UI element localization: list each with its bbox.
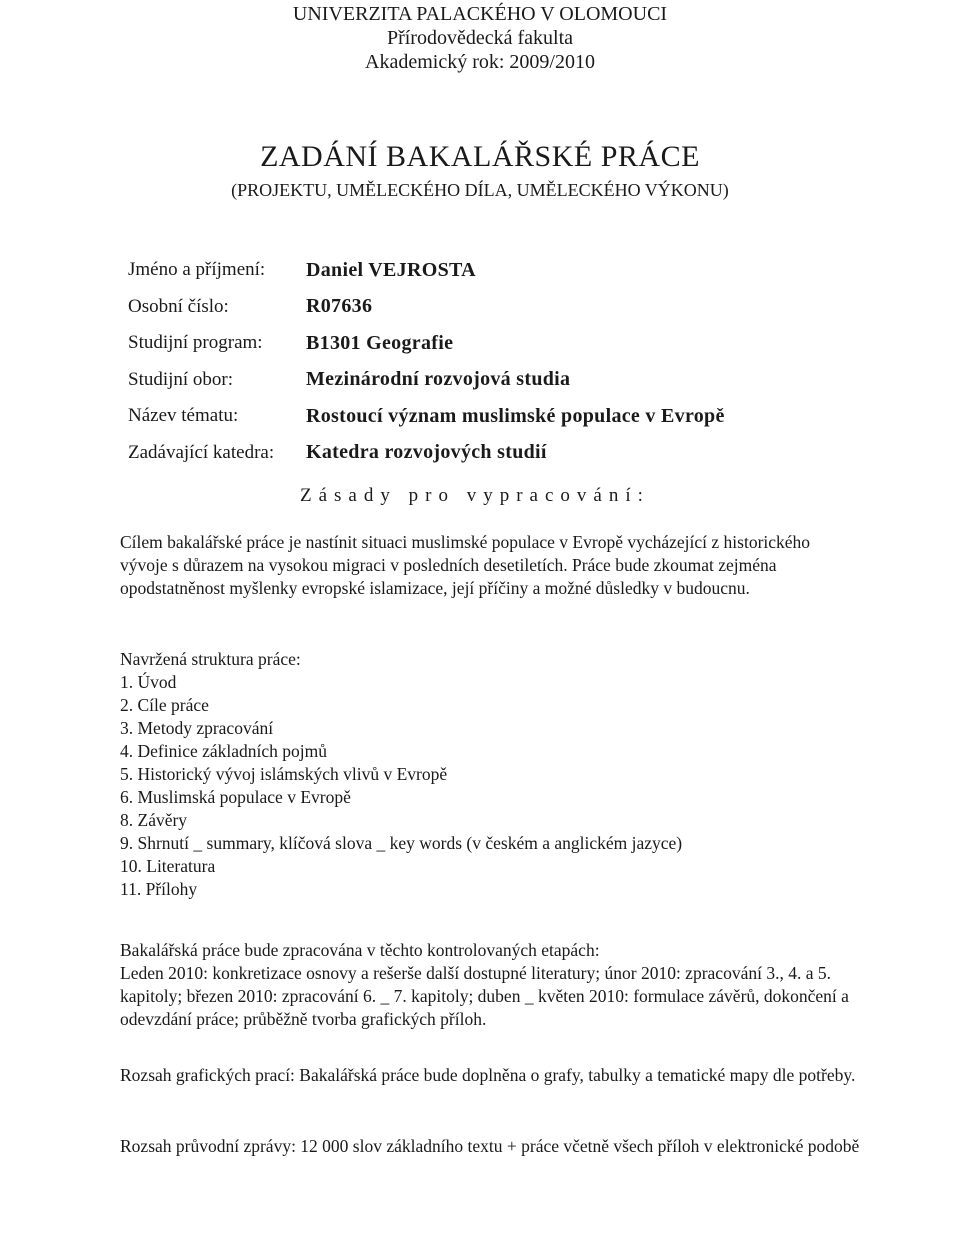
header (0, 2, 960, 74)
graphics-scope-text: Rozsah grafických prací: Bakalářská práce bude doplněna o grafy, tabulky a tematické mapy dle potřeby. (120, 1065, 856, 1085)
document-subtitle: (PROJEKTU, UMĚLECKÉHO DÍLA, UMĚLECKÉHO VÝKONU) (231, 180, 729, 200)
list-item: 9. Shrnutí _ summary, klíčová slova _ key words (v českém a anglickém jazyce) (120, 833, 683, 853)
field-label: Zadávající katedra: (128, 441, 275, 463)
structure-heading: Navržená struktura práce: (120, 649, 301, 669)
field-value: R07636 (306, 295, 373, 318)
stages-heading: Bakalářská práce bude zpracována v těchto kontrolovaných etapách: (120, 940, 600, 960)
report-scope-section (120, 1135, 860, 1158)
list-item: 11. Přílohy (120, 879, 198, 899)
field-row-program (128, 325, 725, 362)
list-item: 2. Cíle práce (120, 695, 209, 715)
guidelines-heading: Zásady pro vypracování: (300, 485, 650, 506)
list-item: 8. Závěry (120, 810, 188, 830)
title-block (0, 140, 960, 202)
academic-year: Akademický rok: 2009/2010 (365, 51, 595, 73)
field-label: Osobní číslo: (128, 295, 229, 317)
field-value: Katedra rozvojových studií (306, 441, 547, 464)
field-value: Mezinárodní rozvojová studia (306, 368, 571, 391)
field-value: Rostoucí význam muslimské populace v Evropě (306, 404, 725, 427)
list-item: 4. Definice základních pojmů (120, 741, 328, 761)
field-value: Daniel VEJROSTA (306, 258, 476, 281)
list-item: 10. Literatura (120, 856, 216, 876)
field-label: Jméno a příjmení: (128, 259, 266, 281)
student-fields (128, 252, 725, 471)
stages-text: Leden 2010: konkretizace osnovy a rešerše další dostupné literatury; únor 2010: zpracování 3., 4. a 5. kapitoly; březen 2010: zpracování 6. _ 7. kapitoly; duben _ květen 2010: formulace závěrů, dokončení a odevzdání práce; průběžně tvorba grafických příloh. (120, 963, 849, 1029)
field-label: Název tématu: (128, 405, 239, 427)
list-item: 3. Metody zpracování (120, 718, 274, 738)
field-label: Studijní obor: (128, 368, 234, 390)
intro-text: Cílem bakalářské práce je nastínit situaci muslimské populace v Evropě vycházející z historického vývoje s důrazem na vysokou migraci v posledních desetiletích. Práce bude zkoumat zejména opodstatněnost myšlenky evropské islamizace, její příčiny a možné důsledky v budoucnu. (120, 532, 811, 598)
university-name: UNIVERZITA PALACKÉHO V OLOMOUCI (292, 3, 668, 25)
field-row-field-of-study (128, 362, 725, 399)
graphics-scope-section (120, 1064, 860, 1087)
field-value: B1301 Geografie (306, 331, 454, 354)
list-item: 6. Muslimská populace v Evropě (120, 787, 351, 807)
stages-section (120, 939, 860, 1031)
field-row-department (128, 435, 725, 472)
report-scope-text: Rozsah průvodní zprávy: 12 000 slov základního textu + práce včetně všech příloh v elektronické podobě (120, 1136, 860, 1156)
document-title: ZADÁNÍ BAKALÁŘSKÉ PRÁCE (260, 140, 700, 173)
field-row-personal-number (128, 289, 725, 326)
intro-paragraph (120, 531, 860, 600)
structure-list (120, 671, 860, 901)
list-item: 5. Historický vývoj islámských vlivů v Evropě (120, 764, 448, 784)
faculty-name: Přírodovědecká fakulta (386, 27, 574, 49)
list-item: 1. Úvod (120, 672, 177, 692)
structure-section (120, 648, 860, 901)
field-row-topic (128, 398, 725, 435)
field-row-name (128, 252, 725, 289)
field-label: Studijní program: (128, 332, 263, 354)
